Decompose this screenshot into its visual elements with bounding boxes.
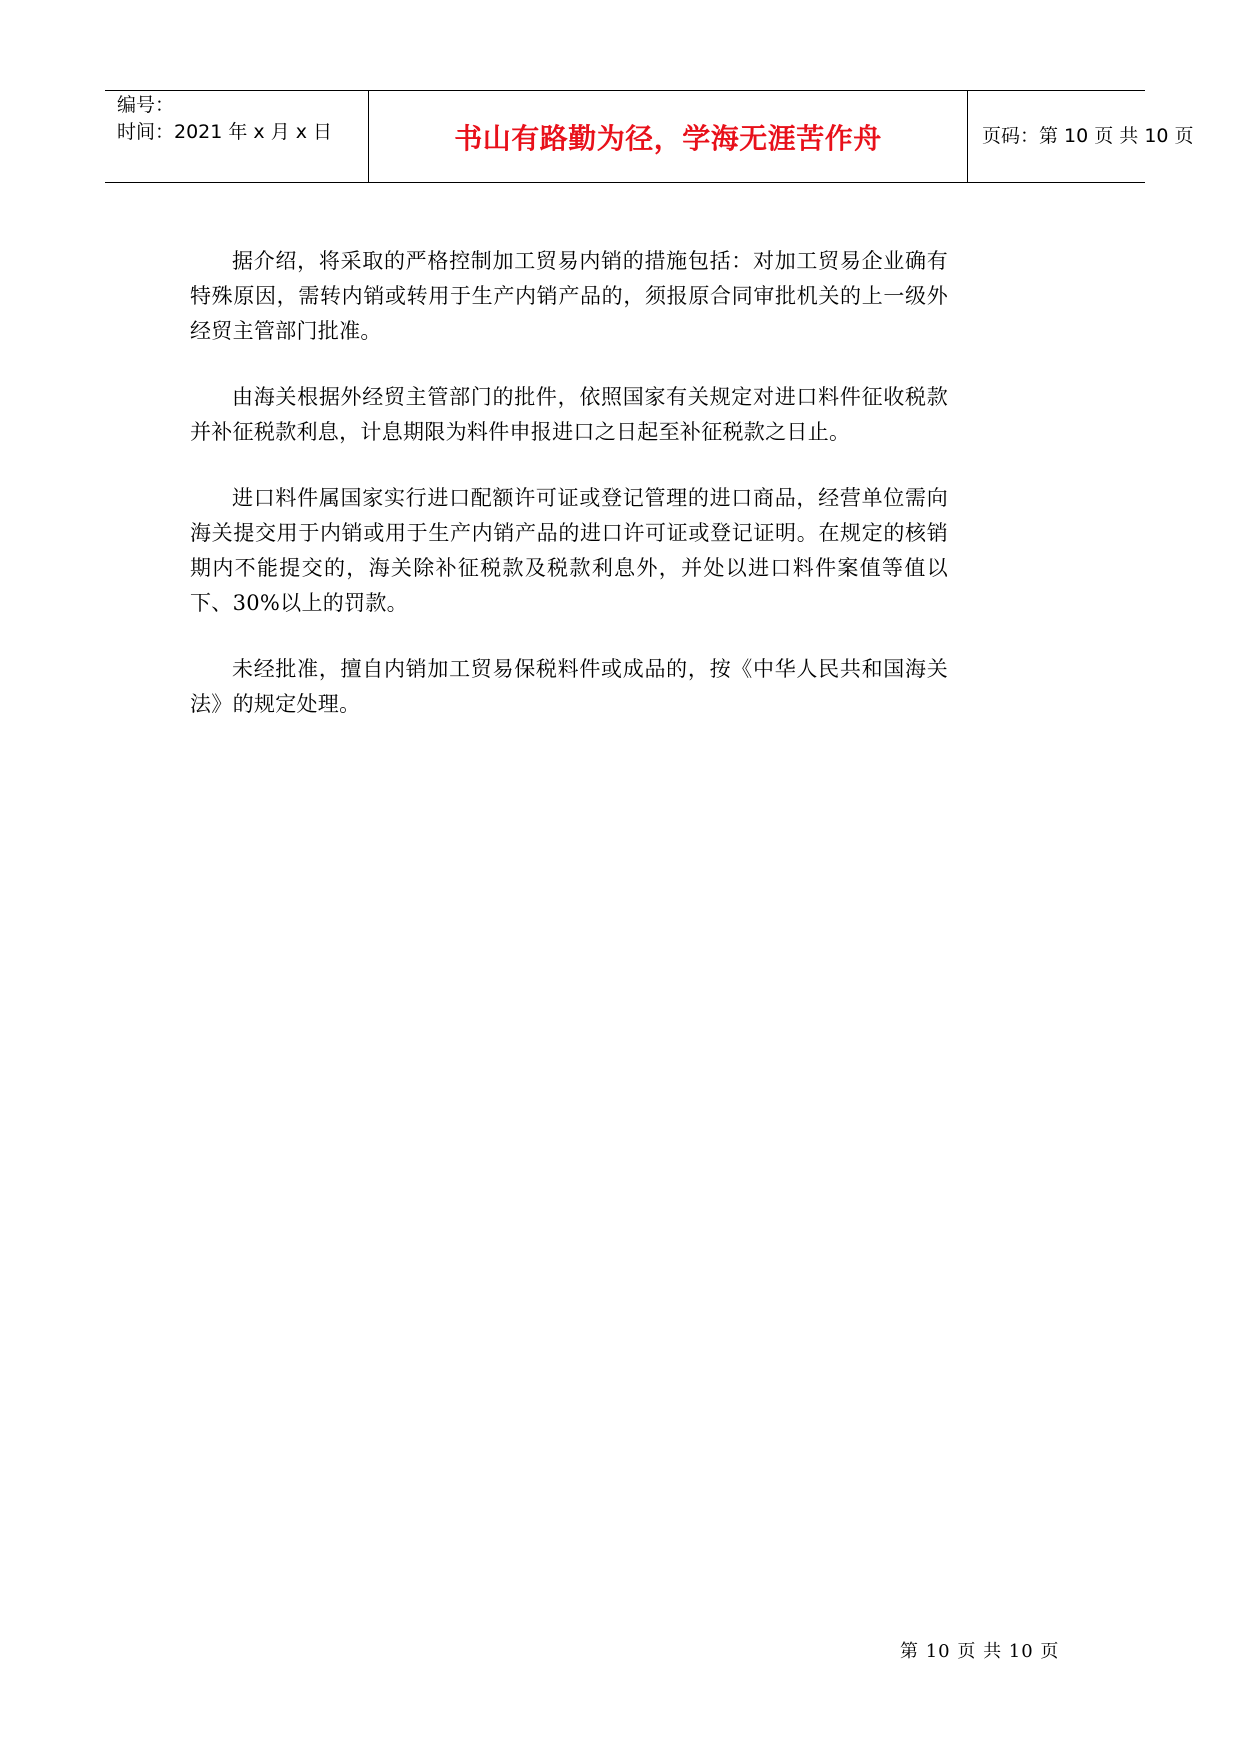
paragraph-2: 由海关根据外经贸主管部门的批件，依照国家有关规定对进口料件征收税款并补征税款利息，计息期限为料件申报进口之日起至补征税款之日止。 xyxy=(190,385,948,444)
page-footer: 第 10 页 共 10 页 xyxy=(900,1641,1060,1662)
header-page-cell xyxy=(967,91,1194,182)
header-page-number: 页码：第 10 页 共 10 页 xyxy=(982,125,1194,147)
document-body xyxy=(190,244,948,753)
paragraph-4: 未经批准，擅自内销加工贸易保税料件或成品的，按《中华人民共和国海关法》的规定处理。 xyxy=(190,657,948,716)
page-header xyxy=(105,90,1194,183)
date-label: 时间：2021 年 x 月 x 日 xyxy=(117,121,333,143)
header-motto: 书山有路勤为径，学海无涯苦作舟 xyxy=(454,121,882,155)
header-info-cell xyxy=(105,91,369,182)
serial-number-label: 编号： xyxy=(117,94,175,116)
paragraph-3: 进口料件属国家实行进口配额许可证或登记管理的进口商品，经营单位需向海关提交用于内销或用于生产内销产品的进口许可证或登记证明。在规定的核销期内不能提交的，海关除补征税款及税款利息外，并处以进口料件案值等值以下、30%以上的罚款。 xyxy=(190,486,948,615)
paragraph-1: 据介绍，将采取的严格控制加工贸易内销的措施包括：对加工贸易企业确有特殊原因，需转内销或转用于生产内销产品的，须报原合同审批机关的上一级外经贸主管部门批准。 xyxy=(190,249,948,343)
